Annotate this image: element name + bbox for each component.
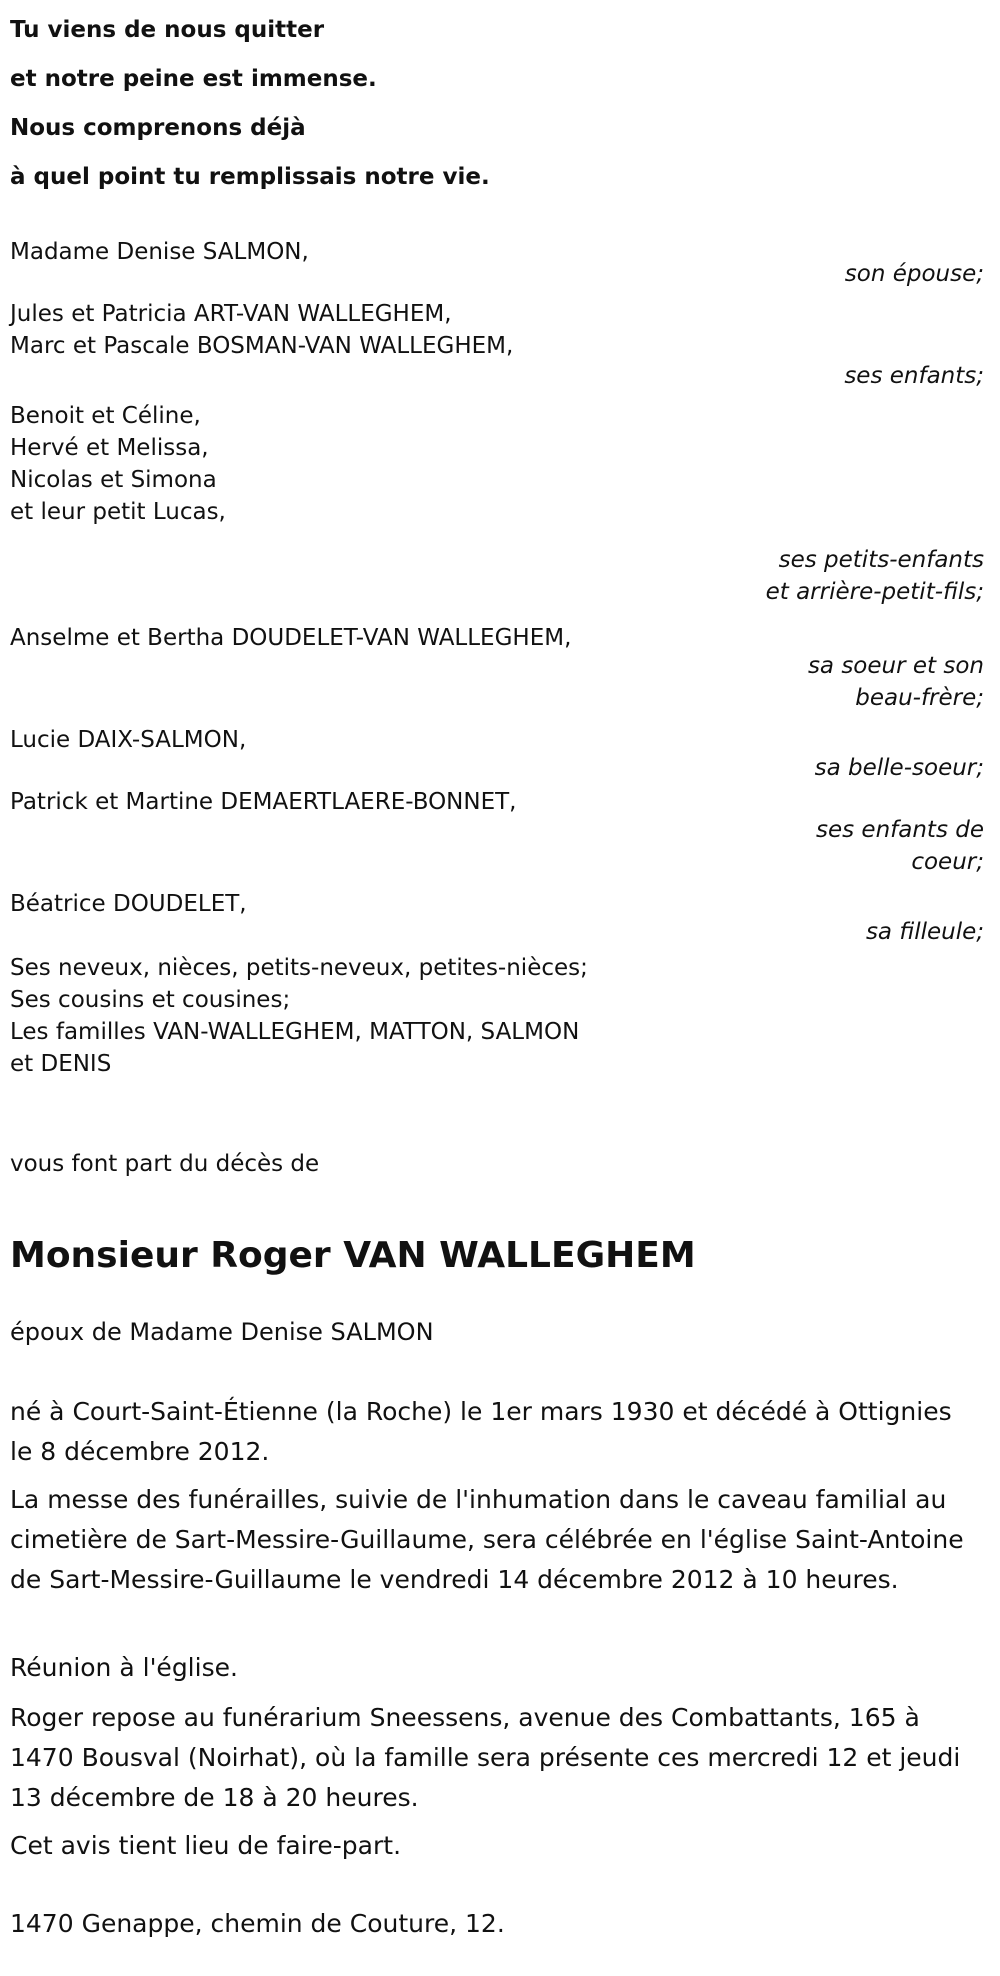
relation-line: coeur; xyxy=(911,849,984,875)
relation-sister-in-law xyxy=(815,752,984,784)
relation-line: et arrière-petit-fils; xyxy=(765,579,984,605)
family-group-grandchildren xyxy=(10,400,226,528)
poem-line: Tu viens de nous quitter xyxy=(10,17,325,43)
family-group-sister-in-law xyxy=(10,724,246,756)
funeral-paragraph: La messe des funérailles, suivie de l'inhumation dans le caveau familial au cimetière de Sart-Messire-Guillaume, sera célébrée en l'église Saint-Antoine de Sart-Messire-Guillaume le vendredi 14 décembre 2012 à 10 heures. xyxy=(10,1485,964,1594)
relation-line: sa filleule; xyxy=(865,919,984,945)
relation-line: ses enfants; xyxy=(844,363,984,389)
family-name-line: Béatrice DOUDELET, xyxy=(10,891,247,917)
family-name-line: Lucie DAIX-SALMON, xyxy=(10,727,247,753)
family-name-line: Nicolas et Simona xyxy=(10,467,217,493)
opening-poem xyxy=(10,6,490,202)
relation-sister xyxy=(808,650,984,714)
deceased-name: Monsieur Roger VAN WALLEGHEM xyxy=(10,1235,696,1276)
family-address: 1470 Genappe, chemin de Couture, 12. xyxy=(10,1909,505,1938)
family-name-line: Hervé et Melissa, xyxy=(10,435,209,461)
relation-line: son épouse; xyxy=(844,261,984,287)
family-name-line: et DENIS xyxy=(10,1051,112,1077)
family-name-line: Anselme et Bertha DOUDELET-VAN WALLEGHEM, xyxy=(10,625,572,651)
family-name-line: Jules et Patricia ART-VAN WALLEGHEM, xyxy=(10,301,452,327)
relation-line: beau-frère; xyxy=(855,685,984,711)
family-group-spouse xyxy=(10,236,309,268)
relation-grandchildren xyxy=(766,544,984,608)
notice-paragraph: Cet avis tient lieu de faire-part. xyxy=(10,1831,402,1860)
poem-line: et notre peine est immense. xyxy=(10,66,377,92)
family-name-line: Ses neveux, nièces, petits-neveux, petites-nièces; xyxy=(10,955,588,981)
family-name-line: Ses cousins et cousines; xyxy=(10,987,291,1013)
relation-line: sa belle-soeur; xyxy=(814,755,984,781)
family-name-line: Marc et Pascale BOSMAN-VAN WALLEGHEM, xyxy=(10,333,514,359)
meeting-paragraph: Réunion à l'église. xyxy=(10,1653,238,1682)
poem-line: à quel point tu remplissais notre vie. xyxy=(10,164,490,190)
relation-line: ses petits-enfants xyxy=(778,547,984,573)
family-group-heart-children xyxy=(10,786,516,818)
funerarium-paragraph: Roger repose au funérarium Sneessens, avenue des Combattants, 165 à 1470 Bousval (Noirhat), où la famille sera présente ces mercredi 12 et jeudi 13 décembre de 18 à 20 heures. xyxy=(10,1703,961,1812)
announcement-intro: vous font part du décès de xyxy=(10,1151,320,1177)
family-group-extended xyxy=(10,952,588,1080)
relation-line: sa soeur et son xyxy=(807,653,984,679)
relation-spouse xyxy=(845,258,984,290)
family-name-line: Madame Denise SALMON, xyxy=(10,239,309,265)
family-group-sister xyxy=(10,622,571,654)
relation-children xyxy=(844,360,984,392)
spouse-line: époux de Madame Denise SALMON xyxy=(10,1318,434,1346)
relation-goddaughter xyxy=(866,916,984,948)
relation-heart-children xyxy=(816,814,984,878)
poem-line: Nous comprenons déjà xyxy=(10,115,306,141)
family-name-line: et leur petit Lucas, xyxy=(10,499,226,525)
family-name-line: Les familles VAN-WALLEGHEM, MATTON, SALMON xyxy=(10,1019,580,1045)
birth-death-paragraph: né à Court-Saint-Étienne (la Roche) le 1er mars 1930 et décédé à Ottignies le 8 décembre 2012. xyxy=(10,1397,952,1466)
family-name-line: Patrick et Martine DEMAERTLAERE-BONNET, xyxy=(10,789,517,815)
family-name-line: Benoit et Céline, xyxy=(10,403,201,429)
relation-line: ses enfants de xyxy=(816,817,984,843)
family-group-goddaughter xyxy=(10,888,247,920)
family-group-children xyxy=(10,298,513,362)
